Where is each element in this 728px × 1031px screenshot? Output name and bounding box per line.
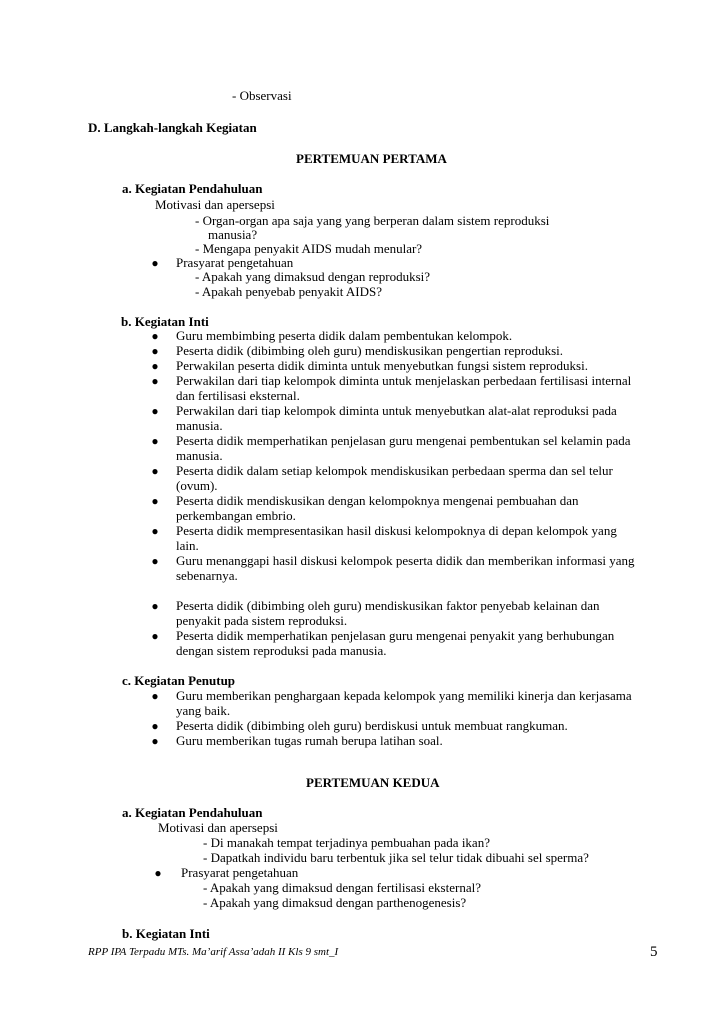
p1-question-2: - Mengapa penyakit AIDS mudah menular? — [195, 241, 423, 256]
p1-question-1: - Organ-organ apa saja yang yang berperan dalam sistem reproduksi — [195, 213, 550, 228]
list-item-cont: dengan sistem reproduksi pada manusia. — [176, 643, 387, 658]
bullet-icon: ● — [151, 434, 159, 448]
p2-inti-heading: b. Kegiatan Inti — [122, 926, 210, 941]
observasi-item: - Observasi — [232, 88, 292, 103]
page-number: 5 — [650, 944, 658, 960]
p2-prasyarat-2: - Apakah yang dimaksud dengan parthenogenesis? — [203, 895, 467, 910]
bullet-icon: ● — [151, 404, 159, 418]
bullet-icon: ● — [151, 629, 159, 643]
pertemuan-pertama-title: PERTEMUAN PERTAMA — [296, 151, 447, 166]
list-item: Peserta didik memperhatikan penjelasan guru mengenai pembentukan sel kelamin pada — [176, 433, 631, 448]
p2-question-2: - Dapatkah individu baru terbentuk jika sel telur tidak dibuahi sel sperma? — [203, 850, 589, 865]
p2-question-1: - Di manakah tempat terjadinya pembuahan pada ikan? — [203, 835, 490, 850]
bullet-icon: ● — [151, 734, 159, 748]
p1-pendahuluan-heading: a. Kegiatan Pendahuluan — [122, 181, 263, 196]
p1-motivasi-label: Motivasi dan apersepsi — [155, 197, 275, 212]
bullet-icon: ● — [151, 374, 159, 388]
p1-prasyarat-label: Prasyarat pengetahuan — [176, 255, 294, 270]
bullet-icon: ● — [151, 599, 159, 613]
list-item-cont: manusia. — [176, 418, 223, 433]
p2-prasyarat-label: Prasyarat pengetahuan — [181, 865, 299, 880]
bullet-icon: ● — [151, 464, 159, 478]
p1-question-1-cont: manusia? — [208, 227, 258, 242]
list-item: Perwakilan dari tiap kelompok diminta untuk menjelaskan perbedaan fertilisasi internal — [176, 373, 632, 388]
list-item: Peserta didik (dibimbing oleh guru) berdiskusi untuk membuat rangkuman. — [176, 718, 568, 733]
list-item-cont: lain. — [176, 538, 199, 553]
pertemuan-kedua-title: PERTEMUAN KEDUA — [306, 775, 440, 790]
bullet-icon: ● — [151, 524, 159, 538]
bullet-icon: ● — [154, 866, 162, 880]
bullet-icon: ● — [151, 256, 159, 270]
p1-inti-heading: b. Kegiatan Inti — [121, 314, 209, 329]
bullet-icon: ● — [151, 359, 159, 373]
bullet-icon: ● — [151, 344, 159, 358]
p2-prasyarat-1: - Apakah yang dimaksud dengan fertilisasi eksternal? — [203, 880, 481, 895]
list-item: Peserta didik (dibimbing oleh guru) mendiskusikan faktor penyebab kelainan dan — [176, 598, 600, 613]
list-item-cont: penyakit pada sistem reproduksi. — [176, 613, 348, 628]
list-item: Peserta didik mendiskusikan dengan kelompoknya mengenai pembuahan dan — [176, 493, 579, 508]
list-item: Guru memberikan penghargaan kepada kelompok yang memiliki kinerja dan kerjasama — [176, 688, 632, 703]
list-item: Peserta didik memperhatikan penjelasan guru mengenai penyakit yang berhubungan — [176, 628, 615, 643]
p1-penutup-heading: c. Kegiatan Penutup — [122, 673, 236, 688]
list-item: Guru menanggapi hasil diskusi kelompok peserta didik dan memberikan informasi yang — [176, 553, 635, 568]
list-item: Guru memberikan tugas rumah berupa latihan soal. — [176, 733, 443, 748]
p2-pendahuluan-heading: a. Kegiatan Pendahuluan — [122, 805, 263, 820]
list-item: Perwakilan dari tiap kelompok diminta untuk menyebutkan alat-alat reproduksi pada — [176, 403, 617, 418]
list-item: Perwakilan peserta didik diminta untuk menyebutkan fungsi sistem reproduksi. — [176, 358, 588, 373]
section-d-heading: D. Langkah-langkah Kegiatan — [88, 120, 257, 135]
list-item-cont: sebenarnya. — [176, 568, 238, 583]
list-item-cont: (ovum). — [176, 478, 218, 493]
p1-prasyarat-1: - Apakah yang dimaksud dengan reproduksi? — [195, 269, 431, 284]
bullet-icon: ● — [151, 689, 159, 703]
list-item-cont: manusia. — [176, 448, 223, 463]
bullet-icon: ● — [151, 554, 159, 568]
list-item: Peserta didik (dibimbing oleh guru) mendiskusikan pengertian reproduksi. — [176, 343, 564, 358]
list-item-cont: dan fertilisasi eksternal. — [176, 388, 300, 403]
list-item-cont: perkembangan embrio. — [176, 508, 296, 523]
p1-prasyarat-2: - Apakah penyebab penyakit AIDS? — [195, 284, 383, 299]
page-footer: RPP IPA Terpadu MTs. Ma’arif Assa’adah II Kls 9 smt_I — [88, 946, 339, 958]
list-item: Peserta didik mempresentasikan hasil diskusi kelompoknya di depan kelompok yang — [176, 523, 617, 538]
p2-motivasi-label: Motivasi dan apersepsi — [158, 820, 278, 835]
bullet-icon: ● — [151, 494, 159, 508]
list-item: Peserta didik dalam setiap kelompok mendiskusikan perbedaan sperma dan sel telur — [176, 463, 613, 478]
bullet-icon: ● — [151, 329, 159, 343]
list-item: Guru membimbing peserta didik dalam pembentukan kelompok. — [176, 328, 513, 343]
list-item-cont: yang baik. — [176, 703, 231, 718]
bullet-icon: ● — [151, 719, 159, 733]
